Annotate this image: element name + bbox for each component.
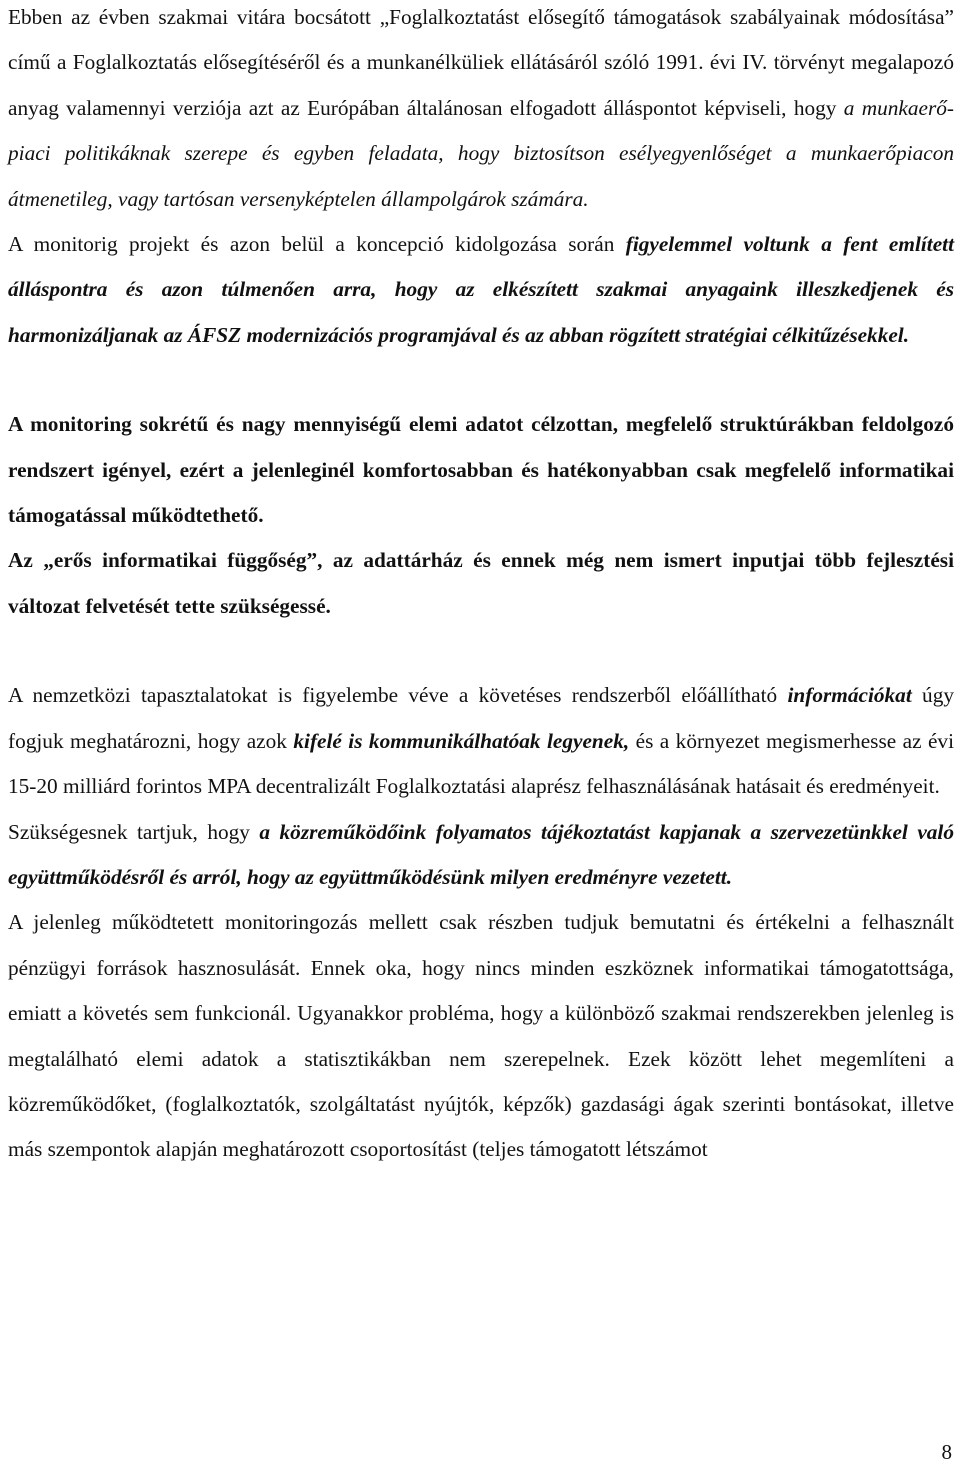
paragraph-monitoring-project: [8, 222, 954, 358]
paragraph-international-text-3: és a környezet megismerhesse az évi 15-20 milliárd forintos MPA decentralizált Foglalkoztatási alaprész felhasználásának hatásait és eredményeit.: [8, 728, 954, 799]
paragraph-legal-background-text: Ebben az évben szakmai vitára bocsátott „Foglalkoztatást elősegítő támogatások szabályainak módosítása” című a Foglalkoztatás elősegítéséről és a munkanélküliek ellátásáról szóló 1991. évi IV. törvényt megalapozó anyag valamennyi verziója azt az Európában általánosan elfogadott álláspontot képviseli, hogy: [8, 5, 954, 120]
paragraph-monitoring-project-emphasis: figyelemmel voltunk a fent említett álláspontra és azon túlmenően arra, hogy az elkészített szakmai anyagaink illeszkedjenek és harmonizáljanak az ÁFSZ modernizációs programjával és az abban rögzített stratégiai célkitűzésekkel.: [8, 232, 954, 347]
paragraph-international-emphasis-2: kifelé is kommunikálhatóak legyenek,: [293, 728, 630, 753]
paragraph-partner-text: Szükségesnek tartjuk, hogy: [8, 819, 260, 844]
paragraph-it-dependency: Az „erős informatikai függőség”, az adattárház és ennek még nem ismert inputjai több fejlesztési változat felvetését tette szükségessé.: [8, 548, 954, 618]
paragraph-monitoring-project-text: A monitorig projekt és azon belül a koncepció kidolgozása során: [8, 232, 626, 257]
paragraph-international-emphasis-1: információkat: [787, 683, 912, 708]
paragraph-partner-emphasis: a közreműködőink folyamatos tájékoztatást kapjanak a szervezetünkkel való együttműködésről és arról, hogy az együttműködésünk milyen eredményre vezetett.: [8, 819, 954, 889]
paragraph-international-experience: [8, 673, 954, 809]
page-number: 8: [941, 1440, 952, 1464]
paragraph-current-monitoring: A jelenleg működtetett monitoringozás mellett csak részben tudjuk bemutatni és értékelni a felhasznált pénzügyi források hasznosulását. Ennek oka, hogy nincs minden eszköznek informatikai támogatottsága, emiatt a követés sem funkcionál. Ugyanakkor probléma, hogy a különböző szakmai rendszerekben jelenleg is megtalálható elemi adatok a statisztikákban nem szerepelnek. Ezek között lehet megemlíteni a közreműködőket, (foglalkoztatók, szolgáltatást nyújtók, képzők) gazdasági ágak szerinti bontásokat, illetve más szempontok alapján meghatározott csoportosítást (teljes támogatott létszámot: [8, 910, 954, 1162]
paragraph-legal-background: [8, 0, 954, 222]
document-page: [8, 0, 954, 1173]
paragraph-partner-information: [8, 810, 954, 901]
paragraph-legal-background-italic: a munkaerő-piaci politikáknak szerepe és egyben feladata, hogy biztosítson esélyegyenlőséget a munkaerőpiacon átmenetileg, vagy tartósan versenyképtelen állampolgárok számára.: [8, 95, 954, 211]
paragraph-international-text-1: A nemzetközi tapasztalatokat is figyelembe véve a követéses rendszerből előállítható: [8, 683, 788, 708]
paragraph-it-support: A monitoring sokrétű és nagy mennyiségű elemi adatot célzottan, megfelelő struktúrákban feldolgozó rendszert igényel, ezért a jelenleginél komfortosabban és hatékonyabban csak megfelelő informatikai támogatással működtethető.: [8, 412, 954, 528]
paragraph-international-text-2: úgy fogjuk meghatározni, hogy azok: [8, 683, 954, 753]
